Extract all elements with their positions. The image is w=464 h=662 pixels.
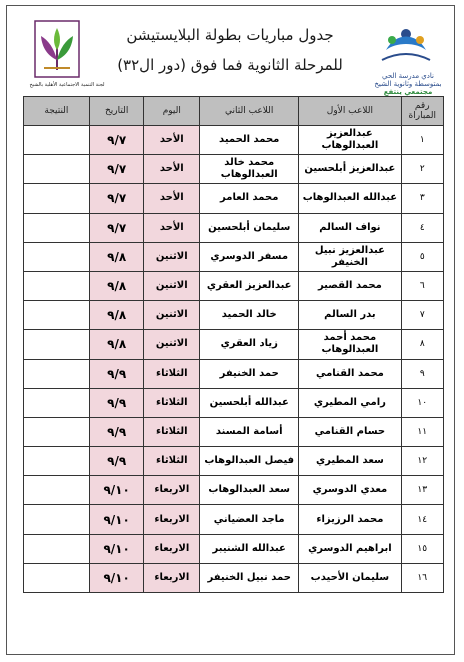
table-row — [24, 476, 444, 505]
match-number-cell: ٨ — [401, 330, 444, 359]
match-schedule-table — [23, 96, 444, 593]
result-cell — [24, 476, 90, 505]
player-two-cell: عبدالعزيز العقري — [200, 271, 299, 300]
date-cell: ٩/٧ — [89, 184, 144, 213]
match-number-cell: ١٥ — [401, 534, 444, 563]
table-row — [24, 213, 444, 242]
result-cell — [24, 388, 90, 417]
table-row — [24, 505, 444, 534]
col-player-one: اللاعب الأول — [299, 97, 401, 126]
club-school: بمتوسطة وثانوية الشيخ — [374, 80, 442, 88]
date-cell: ٩/٧ — [89, 126, 144, 155]
match-number-cell: ١٤ — [401, 505, 444, 534]
match-number-cell: ١٣ — [401, 476, 444, 505]
match-number-cell: ٢ — [401, 155, 444, 184]
result-cell — [24, 126, 90, 155]
player-two-cell: حمد نبيل الخنيفر — [200, 563, 299, 592]
table-row — [24, 388, 444, 417]
match-number-cell: ٥ — [401, 242, 444, 271]
match-number-cell: ٧ — [401, 301, 444, 330]
result-cell — [24, 242, 90, 271]
result-cell — [24, 417, 90, 446]
match-number-cell: ١٦ — [401, 563, 444, 592]
match-number-cell: ١٢ — [401, 447, 444, 476]
match-number-cell: ٩ — [401, 359, 444, 388]
player-one-cell: محمد أحمد العبدالوهاب — [299, 330, 401, 359]
date-cell: ٩/١٠ — [89, 476, 144, 505]
player-two-cell: فيصل العبدالوهاب — [200, 447, 299, 476]
day-cell: الثلاثاء — [144, 359, 200, 388]
result-cell — [24, 155, 90, 184]
player-two-cell: مسفر الدوسري — [200, 242, 299, 271]
col-player-two: اللاعب الثاني — [200, 97, 299, 126]
match-number-cell: ١ — [401, 126, 444, 155]
player-one-cell: حسام القنامي — [299, 417, 401, 446]
result-cell — [24, 447, 90, 476]
player-two-cell: أسامة المسند — [200, 417, 299, 446]
player-one-cell: عبدالعزيز أبلحسين — [299, 155, 401, 184]
player-one-cell: معدي الدوسري — [299, 476, 401, 505]
school-club-caption — [366, 72, 450, 96]
col-match-number: رقم المباراة — [401, 97, 444, 126]
player-one-cell: محمد الرزيزاء — [299, 505, 401, 534]
date-cell: ٩/٩ — [89, 447, 144, 476]
day-cell: الأحد — [144, 184, 200, 213]
date-cell: ٩/٨ — [89, 242, 144, 271]
table-row — [24, 417, 444, 446]
date-cell: ٩/١٠ — [89, 505, 144, 534]
day-cell: الثلاثاء — [144, 417, 200, 446]
player-one-cell: عبدالعزيز نبيل الخنيفر — [299, 242, 401, 271]
player-one-cell: رامي المطيري — [299, 388, 401, 417]
player-two-cell: سليمان أبلحسين — [200, 213, 299, 242]
col-day: اليوم — [144, 97, 200, 126]
table-row — [24, 330, 444, 359]
player-one-cell: عبدالله العبدالوهاب — [299, 184, 401, 213]
match-number-cell: ٣ — [401, 184, 444, 213]
day-cell: الثلاثاء — [144, 388, 200, 417]
match-number-cell: ١٠ — [401, 388, 444, 417]
day-cell: الأحد — [144, 155, 200, 184]
day-cell: الاثنين — [144, 301, 200, 330]
player-two-cell: سعد العبدالوهاب — [200, 476, 299, 505]
table-row — [24, 155, 444, 184]
table-row — [24, 534, 444, 563]
player-one-cell: بدر السالم — [299, 301, 401, 330]
player-one-cell: محمد القنامي — [299, 359, 401, 388]
date-cell: ٩/٧ — [89, 213, 144, 242]
table-row — [24, 301, 444, 330]
date-cell: ٩/٧ — [89, 155, 144, 184]
player-two-cell: عبدالله أبلحسين — [200, 388, 299, 417]
day-cell: الاثنين — [144, 242, 200, 271]
result-cell — [24, 213, 90, 242]
table-row — [24, 563, 444, 592]
club-name: نادي مدرسة الحي — [382, 72, 434, 80]
result-cell — [24, 534, 90, 563]
col-result: النتيجة — [24, 97, 90, 126]
result-cell — [24, 505, 90, 534]
committee-caption: لجنة التنمية الاجتماعية الأهلية بالشيخ — [29, 82, 105, 88]
committee-logo-icon — [34, 20, 80, 78]
day-cell: الاربعاء — [144, 563, 200, 592]
date-cell: ٩/٨ — [89, 271, 144, 300]
player-one-cell: سعد المطيري — [299, 447, 401, 476]
player-one-cell: محمد القصير — [299, 271, 401, 300]
col-date: التاريخ — [89, 97, 144, 126]
day-cell: الأحد — [144, 213, 200, 242]
page-subtitle: للمرحلة الثانوية فما فوق (دور ال٣٢) — [117, 56, 343, 74]
day-cell: الاثنين — [144, 271, 200, 300]
table-row — [24, 271, 444, 300]
page-title: جدول مباريات بطولة البلايستيشن — [126, 26, 334, 44]
day-cell: الاربعاء — [144, 534, 200, 563]
day-cell: الأحد — [144, 126, 200, 155]
result-cell — [24, 184, 90, 213]
date-cell: ٩/٨ — [89, 330, 144, 359]
result-cell — [24, 330, 90, 359]
player-two-cell: حمد الخنيفر — [200, 359, 299, 388]
table-row — [24, 126, 444, 155]
match-number-cell: ٤ — [401, 213, 444, 242]
table-row — [24, 447, 444, 476]
date-cell: ٩/١٠ — [89, 534, 144, 563]
result-cell — [24, 563, 90, 592]
date-cell: ٩/٩ — [89, 417, 144, 446]
date-cell: ٩/١٠ — [89, 563, 144, 592]
player-two-cell: محمد الحميد — [200, 126, 299, 155]
table-row — [24, 184, 444, 213]
match-number-cell: ٦ — [401, 271, 444, 300]
date-cell: ٩/٩ — [89, 388, 144, 417]
player-one-cell: نواف السالم — [299, 213, 401, 242]
club-slogan: مجتمعي ينتفع — [383, 88, 433, 96]
result-cell — [24, 301, 90, 330]
result-cell — [24, 359, 90, 388]
player-two-cell: خالد الحميد — [200, 301, 299, 330]
table-header-row — [24, 97, 444, 126]
result-cell — [24, 271, 90, 300]
day-cell: الثلاثاء — [144, 447, 200, 476]
player-two-cell: عبدالله الشنيبر — [200, 534, 299, 563]
player-one-cell: سليمان الأحيدب — [299, 563, 401, 592]
day-cell: الاربعاء — [144, 476, 200, 505]
date-cell: ٩/٩ — [89, 359, 144, 388]
player-one-cell: ابراهيم الدوسري — [299, 534, 401, 563]
table-row — [24, 242, 444, 271]
player-two-cell: ماجد العضياني — [200, 505, 299, 534]
player-two-cell: محمد العامر — [200, 184, 299, 213]
day-cell: الاربعاء — [144, 505, 200, 534]
player-one-cell: عبدالعزيز العبدالوهاب — [299, 126, 401, 155]
table-row — [24, 359, 444, 388]
player-two-cell: محمد خالد العبدالوهاب — [200, 155, 299, 184]
date-cell: ٩/٨ — [89, 301, 144, 330]
match-number-cell: ١١ — [401, 417, 444, 446]
player-two-cell: زياد العقري — [200, 330, 299, 359]
day-cell: الاثنين — [144, 330, 200, 359]
